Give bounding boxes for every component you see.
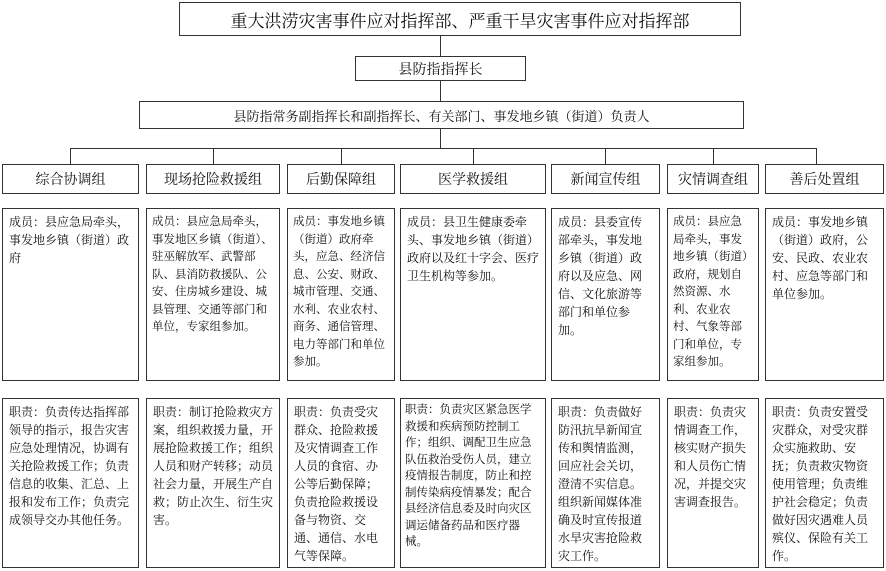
connector-group-3	[341, 148, 342, 164]
connector-group-1	[70, 148, 71, 164]
group-title-6: 灾情调查组	[667, 164, 759, 194]
headquarters-title: 重大洪涝灾害事件应对指挥部、严重干旱灾害事件应对指挥部	[230, 11, 690, 32]
connector-commander-deputies	[440, 81, 441, 101]
group-members-6: 成员：县应急局牵头，事发地乡镇（街道）政府，规划自然资源、水利、农业农村、气象等部门和单位，专家组参加。	[667, 208, 759, 381]
deputies-box	[139, 101, 744, 129]
group-members-2: 成员：县应急局牵头，事发地区乡镇（街道）、驻巫解放军、武警部队、县消防救援队、公安、住房城乡建设、城县管理、交通等部门和单位，专家组参加。	[146, 208, 280, 381]
group-members-3: 成员：事发地乡镇（街道）政府牵头，应急、经济信息、公安、财政、城市管理、交通、水利、农业农村、商务、通信管理、电力等部门和单位参加。	[287, 208, 395, 381]
group-members-7: 成员：事发地乡镇（街道）政府，公安、民政、农业农村、应急等部门和单位参加。	[765, 208, 884, 381]
commander-title: 县防指指挥长	[398, 61, 483, 78]
group-title-3: 后勤保障组	[287, 164, 395, 194]
group-title-2: 现场抢险救援组	[146, 164, 280, 194]
connector-deputies-bus	[440, 129, 441, 148]
group-duties-2: 职责：制订抢险救灾方案，组织救援力量，开展抢险救援工作；组织人员和财产转移；动员社会力量，开展生产自救；防止次生、衍生灾害。	[146, 398, 280, 568]
group-duties-5: 职责：负责做好防汛抗旱新闻宣传和舆情监测，回应社会关切，澄清不实信息。组织新闻媒体准确及时宣传报道水旱灾害抢险救灾工作。	[551, 398, 660, 568]
connector-group-2	[213, 148, 214, 164]
group-duties-4: 职责：负责灾区紧急医学救援和疾病预防控制工作；组织、调配卫生应急队伍救治受伤人员，建立疫情报告制度，防止和控制传染病疫情暴发；配合县经济信息委及时向灾区调运储备药品和医疗器械。	[400, 398, 546, 568]
group-duties-6: 职责：负责灾情调查工作，核实财产损失和人员伤亡情况，并提交灾害调查报告。	[667, 398, 759, 568]
connector-group-5	[605, 148, 606, 164]
connector-bus	[70, 148, 816, 149]
group-duties-7: 职责：负责安置受灾群众，对受灾群众实施救助、安抚；负责救灾物资使用管理；负责维护社会稳定；负责做好因灾遇难人员殡仪、保险有关工作。	[765, 398, 884, 568]
group-members-1: 成员：县应急局牵头，事发地乡镇（街道）政府	[2, 208, 139, 381]
connector-group-7	[816, 148, 817, 164]
headquarters-box	[179, 2, 741, 36]
group-title-4: 医学救援组	[400, 164, 546, 194]
group-members-4: 成员：县卫生健康委牵头、事发地乡镇（街道）政府以及红十字会、医疗卫生机构等参加。	[400, 208, 546, 381]
connector-group-4	[473, 148, 474, 164]
group-title-7: 善后处置组	[765, 164, 884, 194]
commander-box	[355, 56, 526, 81]
group-title-1: 综合协调组	[2, 164, 139, 194]
group-duties-1: 职责：负责传达指挥部领导的指示，报告灾害应急处理情况，协调有关抢险救援工作；负责信息的收集、汇总、上报和发布工作；负责完成领导交办其他任务。	[2, 398, 139, 568]
group-title-5: 新闻宣传组	[551, 164, 660, 194]
group-duties-3: 职责：负责受灾群众、抢险救援及灾情调查工作人员的食宿、办公等后勤保障；负责抢险救援设备与物资、交通、通信、水电气等保障。	[287, 398, 395, 568]
connector-hq-commander	[440, 36, 441, 56]
deputies-title: 县防指常务副指挥长和副指挥长、有关部门、事发地乡镇（街道）负责人	[233, 109, 650, 125]
group-members-5: 成员：县委宣传部牵头，事发地乡镇（街道）政府以及应急、网信、文化旅游等部门和单位参加。	[551, 208, 660, 381]
connector-group-6	[713, 148, 714, 164]
